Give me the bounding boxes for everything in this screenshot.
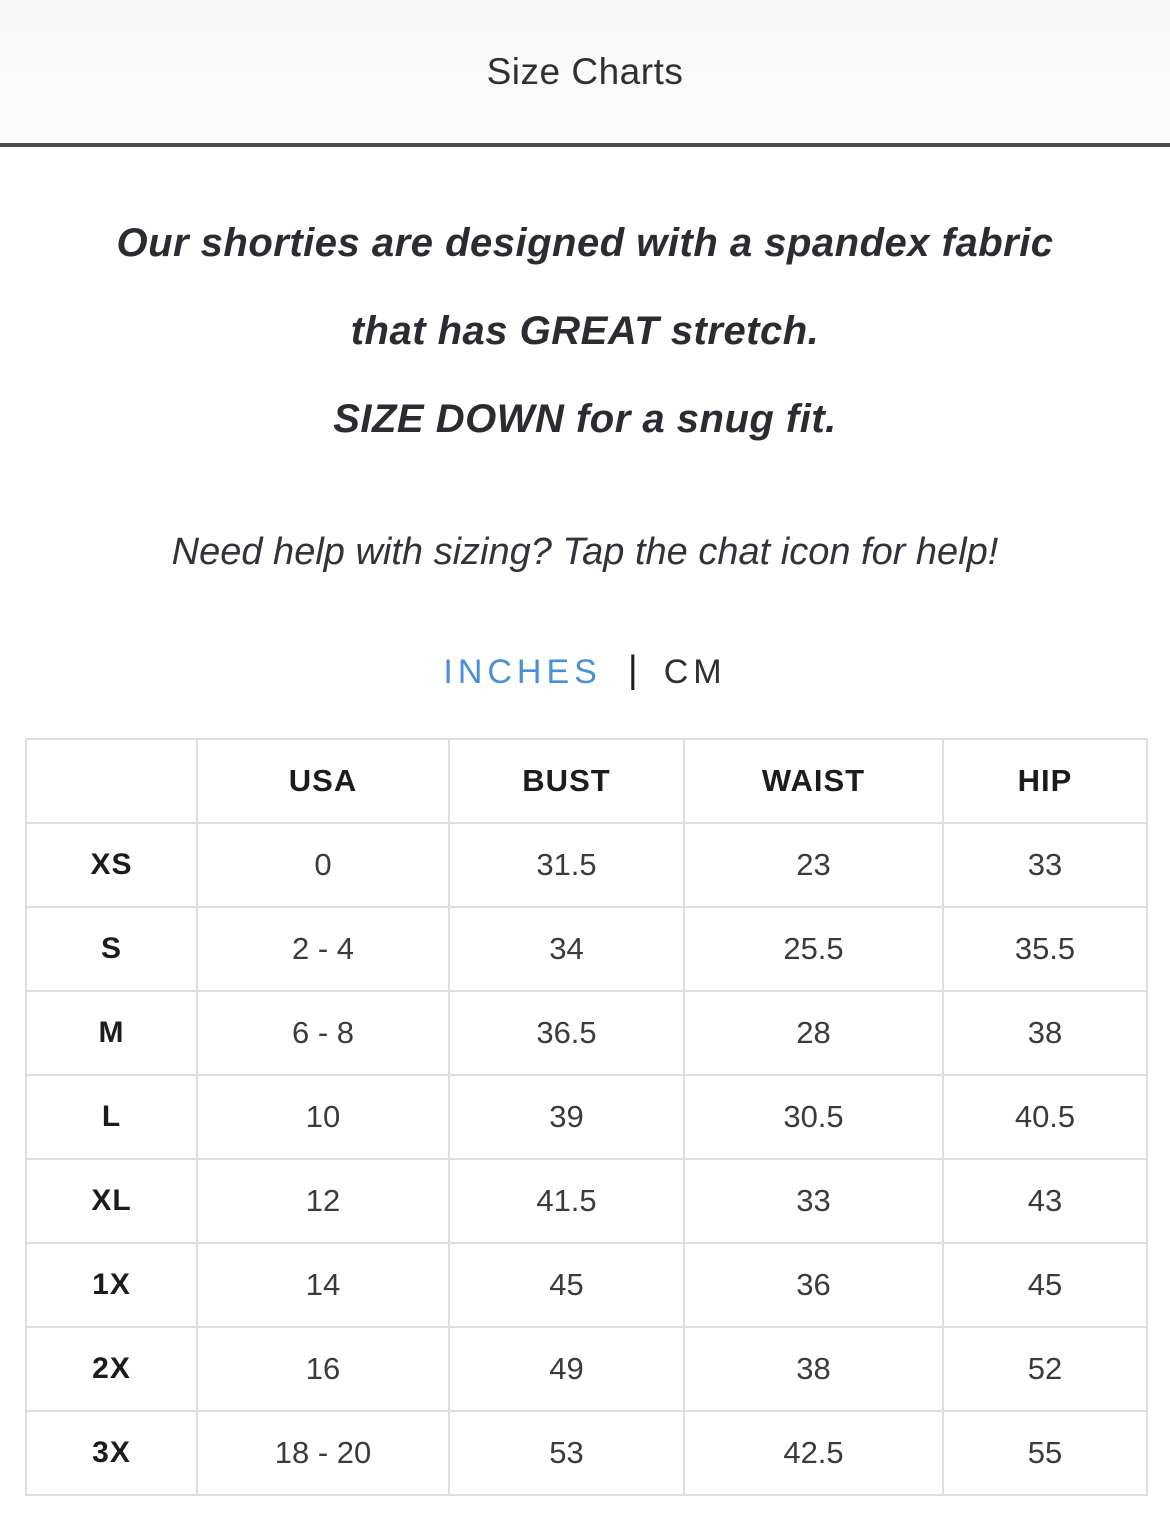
usa-cell: 18 - 20 — [197, 1411, 449, 1495]
header-cell-usa: USA — [197, 739, 449, 823]
size-cell: S — [26, 907, 197, 991]
size-chart-table-container — [25, 738, 1146, 1496]
unit-cm-button[interactable]: CM — [663, 653, 727, 691]
waist-cell: 42.5 — [684, 1411, 943, 1495]
usa-cell: 12 — [197, 1159, 449, 1243]
waist-cell: 30.5 — [684, 1075, 943, 1159]
header-cell-hip: HIP — [943, 739, 1147, 823]
waist-cell: 33 — [684, 1159, 943, 1243]
unit-toggle — [0, 651, 1170, 694]
size-cell: M — [26, 991, 197, 1075]
hip-cell: 55 — [943, 1411, 1147, 1495]
intro-line-1: Our shorties are designed with a spandex fabric — [116, 221, 1054, 265]
header-cell-size — [26, 739, 197, 823]
table-row-s — [26, 907, 1147, 991]
usa-cell: 14 — [197, 1243, 449, 1327]
intro-section — [0, 147, 1170, 575]
usa-cell: 0 — [197, 823, 449, 907]
bust-cell: 49 — [449, 1327, 684, 1411]
hip-cell: 40.5 — [943, 1075, 1147, 1159]
bust-cell: 36.5 — [449, 991, 684, 1075]
intro-line-3: SIZE DOWN for a snug fit. — [333, 397, 837, 441]
hip-cell: 43 — [943, 1159, 1147, 1243]
bust-cell: 53 — [449, 1411, 684, 1495]
unit-inches-button[interactable]: INCHES — [443, 653, 602, 691]
hip-cell: 35.5 — [943, 907, 1147, 991]
table-row-l — [26, 1075, 1147, 1159]
bust-cell: 34 — [449, 907, 684, 991]
waist-cell: 36 — [684, 1243, 943, 1327]
header — [0, 0, 1170, 147]
hip-cell: 38 — [943, 991, 1147, 1075]
table-row-xs — [26, 823, 1147, 907]
waist-cell: 23 — [684, 823, 943, 907]
bust-cell: 41.5 — [449, 1159, 684, 1243]
usa-cell: 10 — [197, 1075, 449, 1159]
table-header-row — [26, 739, 1147, 823]
hip-cell: 33 — [943, 823, 1147, 907]
size-cell: 1X — [26, 1243, 197, 1327]
size-cell: 2X — [26, 1327, 197, 1411]
waist-cell: 28 — [684, 991, 943, 1075]
table-row-2x — [26, 1327, 1147, 1411]
table-row-3x — [26, 1411, 1147, 1495]
waist-cell: 38 — [684, 1327, 943, 1411]
bust-cell: 45 — [449, 1243, 684, 1327]
size-cell: 3X — [26, 1411, 197, 1495]
bust-cell: 39 — [449, 1075, 684, 1159]
table-row-xl — [26, 1159, 1147, 1243]
hip-cell: 52 — [943, 1327, 1147, 1411]
size-chart-table — [25, 738, 1148, 1496]
size-cell: XS — [26, 823, 197, 907]
usa-cell: 2 - 4 — [197, 907, 449, 991]
page-title: Size Charts — [486, 50, 684, 92]
sizing-help-text: Need help with sizing? Tap the chat icon for help! — [171, 531, 999, 573]
table-row-m — [26, 991, 1147, 1075]
waist-cell: 25.5 — [684, 907, 943, 991]
table-row-1x — [26, 1243, 1147, 1327]
bust-cell: 31.5 — [449, 823, 684, 907]
size-cell: XL — [26, 1159, 197, 1243]
intro-line-2: that has GREAT stretch. — [350, 309, 820, 353]
size-cell: L — [26, 1075, 197, 1159]
hip-cell: 45 — [943, 1243, 1147, 1327]
unit-divider: | — [627, 649, 638, 691]
header-cell-waist: WAIST — [684, 739, 943, 823]
header-cell-bust: BUST — [449, 739, 684, 823]
usa-cell: 16 — [197, 1327, 449, 1411]
usa-cell: 6 - 8 — [197, 991, 449, 1075]
